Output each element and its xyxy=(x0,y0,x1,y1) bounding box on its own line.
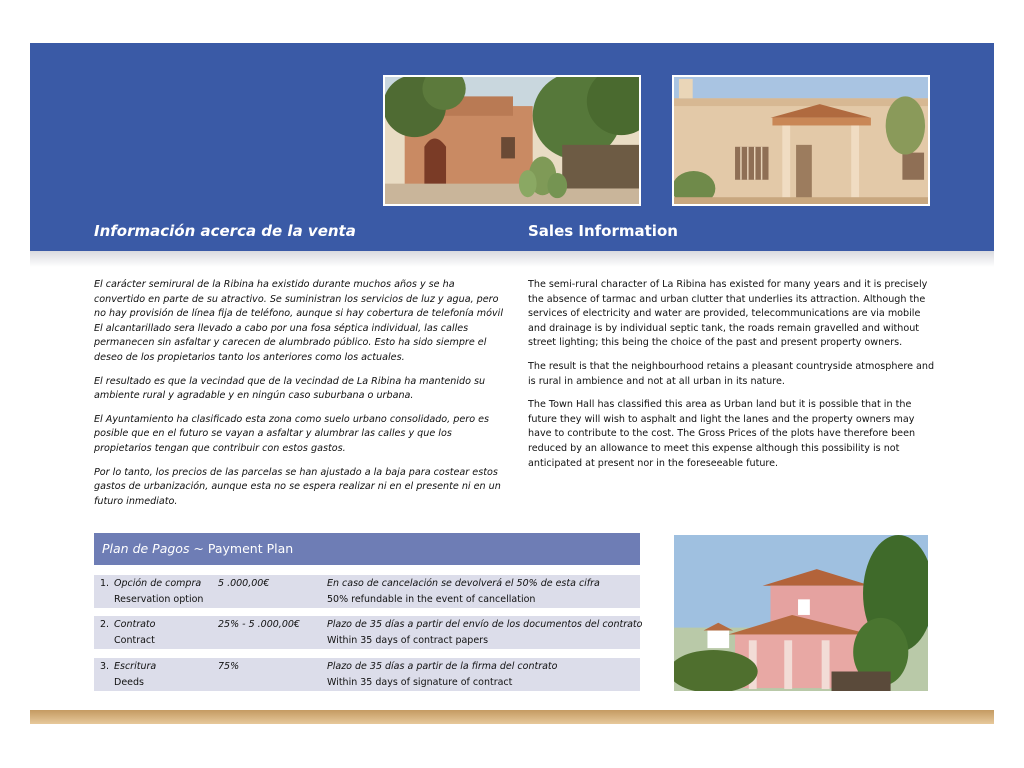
payment-row xyxy=(94,575,640,608)
row-name-es: Contrato xyxy=(114,619,156,630)
heading-spanish: Información acerca de la venta xyxy=(94,222,356,240)
row-note-es: Plazo de 35 días a partir de la firma del contrato xyxy=(327,661,558,672)
paragraph: The Town Hall has classified this area as Urban land but it is possible that in the future they will wish to asphalt and light the lanes and the property owners may have to contribute to the cost. The Gross Prices of the plots have therefore been reduced by an allowance to meet this expense although this possibility is not anticipated at present nor in the foreseeable future. xyxy=(528,399,916,469)
payment-plan-title-en: Payment Plan xyxy=(207,541,294,556)
row-note-en: Within 35 days of signature of contract xyxy=(327,677,513,688)
payment-row xyxy=(94,616,643,649)
row-note-en: Within 35 days of contract papers xyxy=(327,635,489,646)
row-note-es: Plazo de 35 días a partir del envío de los documentos del contrato xyxy=(327,619,643,630)
row-amount: 75% xyxy=(218,661,240,672)
paragraph: El Ayuntamiento ha clasificado esta zona como suelo urbano consolidado, pero es posible que en el futuro se vayan a asfaltar y alumbrar las calles y que los propietarios tengan que contribuir con estos gastos. xyxy=(94,413,490,454)
photo-pink-villa xyxy=(672,533,930,693)
row-amount: 25% - 5 .000,00€ xyxy=(218,619,300,630)
photo-porch-house xyxy=(672,75,930,206)
photo-rustic-house xyxy=(383,75,641,206)
row-name-en: Contract xyxy=(114,635,155,646)
row-amount: 5 .000,00€ xyxy=(218,578,270,589)
paragraph: El carácter semirural de la Ribina ha existido durante muchos años y se ha convertido en parte de su atractivo. Se suministran los servicios de luz y agua, pero no hay provisión de línea fija de teléfono, aunque si hay cobertura de telefonía móvil El alcantarillado sera llevado a cabo por una fosa séptica individual, las calles permanecen sin asfaltar y carecen de alumbrado público. Esto ha sido siempre el deseo de los propietarios tanto los anteriores como los actuales. xyxy=(94,279,504,363)
english-text-column xyxy=(528,278,938,480)
row-name-en: Deeds xyxy=(114,677,144,688)
row-number: 2. xyxy=(100,619,110,630)
row-name-es: Opción de compra xyxy=(114,578,202,589)
payment-plan-heading xyxy=(94,533,640,565)
paragraph: The semi-rural character of La Ribina has existed for many years and it is precisely the absence of tarmac and urban clutter that underlies its attraction. Although the services of electricity and water are provided, telecommunications are via mobile and drainage is by individual septic tank, the roads remain gravelled and without street lighting; this being the choice of the past and present property owners. xyxy=(528,279,928,349)
row-number: 1. xyxy=(100,578,110,589)
payment-row xyxy=(94,658,640,691)
paragraph: Por lo tanto, los precios de las parcelas se han ajustado a la baja para costear estos gastos de urbanización, aunque esta no se espera realizar ni en el presente ni en un futuro inmediato. xyxy=(94,466,501,507)
banner-shadow xyxy=(30,251,994,267)
row-name-es: Escritura xyxy=(114,661,157,672)
row-name-en: Reservation option xyxy=(114,594,204,605)
paragraph: El resultado es que la vecindad que de la vecindad de La Ribina ha mantenido su ambiente rural y agradable y en ningún caso suburbana o urbana. xyxy=(94,375,486,402)
heading-english: Sales Information xyxy=(528,222,678,240)
spanish-text-column xyxy=(94,278,504,518)
row-note-en: 50% refundable in the event of cancellation xyxy=(327,594,536,605)
payment-plan-title-es: Plan de Pagos ~ xyxy=(102,541,204,556)
paragraph: The result is that the neighbourhood retains a pleasant countryside atmosphere and is rural in ambience and not at all urban in its nature. xyxy=(528,360,935,387)
footer-bar xyxy=(30,710,994,724)
row-number: 3. xyxy=(100,661,110,672)
row-note-es: En caso de cancelación se devolverá el 50% de esta cifra xyxy=(327,578,600,589)
